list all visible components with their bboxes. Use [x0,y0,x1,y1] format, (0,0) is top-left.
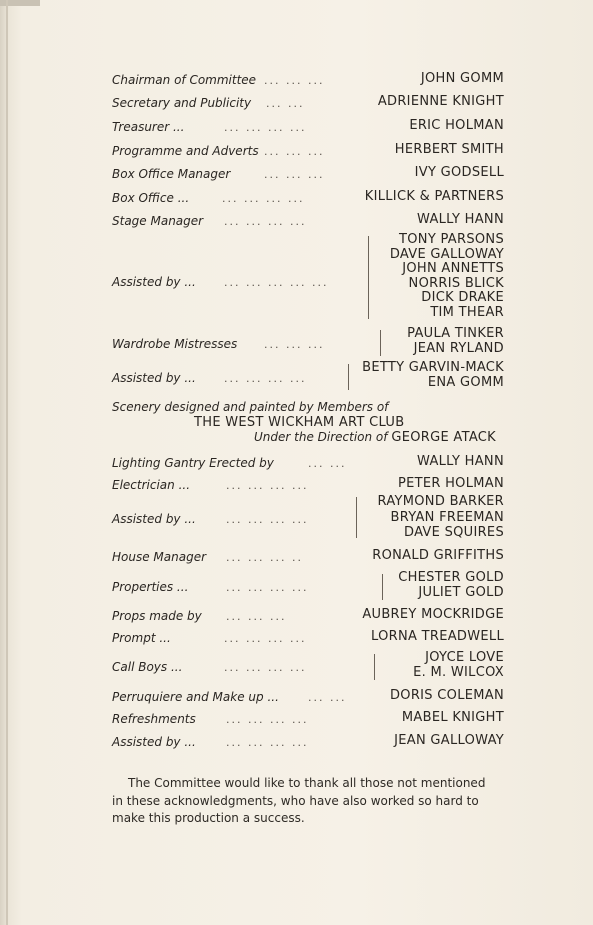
scenery-direction-label: Under the Direction of [254,430,388,444]
credit-role: Secretary and Publicity [112,96,252,110]
credit-dots: ... ... ... ... [224,632,307,645]
credit-name-list [390,233,504,321]
credit-row [112,71,504,89]
credit-name: BRYAN FREEMAN [390,509,504,525]
credit-dots: ... ... ... [264,74,325,87]
credit-name: DICK DRAKE [421,290,504,306]
credit-dots: ... ... ... ... [224,372,307,385]
brace [382,574,386,600]
credit-name: RONALD GRIFFITHS [372,548,504,563]
credit-role: Assisted by ... [112,371,196,385]
credit-name: TIM THEAR [430,304,504,320]
credit-name: JOHN ANNETTS [402,261,504,277]
thanks-line: make this production a success. [112,811,305,825]
credit-dots: ... ... ... [226,610,287,623]
scenery-credit [112,400,512,446]
credit-name: BETTY GARVIN-MACK [362,360,504,375]
credit-role: Box Office ... [112,191,190,205]
credit-role: Stage Manager [112,214,204,228]
credit-role: Properties ... [112,580,189,594]
thanks-paragraph [112,775,512,828]
credit-name: HERBERT SMITH [394,142,504,157]
page-crease [6,0,8,925]
credit-dots: ... ... ... ... [226,513,309,526]
credit-name: ENA GOMM [427,374,504,390]
credit-name-list [413,651,504,680]
credit-row [112,454,504,472]
credit-dots: ... ... ... ... [226,736,309,749]
credit-name: AUBREY MOCKRIDGE [362,607,504,622]
credit-row [112,476,504,494]
credit-row [112,688,504,706]
thanks-line: The Committee would like to thank all those not mentioned [128,776,486,790]
credit-row [112,212,504,230]
credit-role: Props made by [112,609,202,623]
credit-name: DAVE GALLOWAY [389,246,504,262]
credit-row [112,733,504,751]
credit-name: WALLY HANN [417,212,504,227]
credit-name: JEAN GALLOWAY [394,733,504,748]
credit-row [112,571,504,603]
credit-name: IVY GODSELL [414,165,504,180]
credit-name: ADRIENNE KNIGHT [377,94,504,109]
credit-role: Programme and Adverts [112,144,259,158]
credit-row [112,327,504,359]
credit-role: Assisted by ... [112,275,196,289]
credit-role: House Manager [112,550,207,564]
credit-name: DORIS COLEMAN [390,688,504,703]
credit-row [112,165,504,183]
credit-dots: ... ... ... [264,145,325,158]
credit-row [112,361,504,393]
credit-role: Prompt ... [112,631,171,645]
credit-role: Box Office Manager [112,167,231,181]
credit-row [112,142,504,160]
credit-role: Lighting Gantry Erected by [112,456,274,470]
credit-dots: ... ... ... [264,338,325,351]
credit-role: Assisted by ... [112,735,196,749]
credit-role: Electrician ... [112,478,191,492]
brace [356,497,360,538]
credit-dots: ... ... ... ... [226,581,309,594]
credit-row [112,710,504,728]
credit-row [112,651,504,683]
credit-name: RAYMOND BARKER [377,494,504,509]
credit-row [112,629,504,647]
credit-name: LORNA TREADWELL [371,629,504,644]
credit-row [112,189,504,207]
credit-name: TONY PARSONS [399,232,504,247]
brace [380,330,384,356]
credit-dots: ... ... ... ... [224,121,307,134]
credit-name: CHESTER GOLD [398,570,504,585]
credit-name-list [378,494,504,541]
credit-row [112,548,504,566]
scenery-director-line [254,430,496,445]
credit-name: JEAN RYLAND [413,340,504,356]
scenery-director: GEORGE ATACK [391,430,496,445]
credit-row [112,94,504,112]
credit-name-list [407,327,504,356]
brace [368,236,372,319]
credit-row [112,607,504,625]
credit-name: JULIET GOLD [418,584,504,600]
credit-dots: ... ... [266,97,305,110]
credit-name: WALLY HANN [417,454,504,469]
credit-dots: ... ... ... ... [224,661,307,674]
brace [348,364,352,390]
credit-name: JOHN GOMM [420,71,504,86]
credit-role: Treasurer ... [112,120,185,134]
credit-role: Call Boys ... [112,660,183,674]
credit-role: Refreshments [112,712,196,726]
credit-dots: ... ... ... ... ... [224,276,329,289]
credit-name: ERIC HOLMAN [409,118,504,133]
credit-name-list [362,361,504,390]
scenery-line: Scenery designed and painted by Members of [112,400,389,414]
credit-row [112,118,504,136]
credit-name: E. M. WILCOX [413,664,504,680]
credit-name: DAVE SQUIRES [403,525,504,540]
credit-name: MABEL KNIGHT [401,710,504,725]
credit-name: PAULA TINKER [407,326,504,341]
credit-name-list [398,571,504,600]
credit-dots: ... ... ... ... [226,479,309,492]
credit-role: Chairman of Committee [112,73,257,87]
credit-name: PETER HOLMAN [397,476,504,491]
thanks-line: in these acknowledgments, who have also worked so hard to [112,793,479,808]
credit-dots: ... ... ... ... [224,215,307,228]
credit-role: Wardrobe Mistresses [112,337,238,351]
credit-dots: ... ... ... [264,168,325,181]
credit-role: Perruquiere and Make up ... [112,690,279,704]
credit-dots: ... ... [308,691,347,704]
credit-role: Assisted by ... [112,512,196,526]
credit-dots: ... ... ... ... [226,713,309,726]
credit-name: KILLICK & PARTNERS [364,189,504,204]
credit-row [112,233,504,323]
credit-dots: ... ... ... ... [222,192,305,205]
credit-name: JOYCE LOVE [425,650,504,665]
credit-row [112,494,504,542]
brace [374,654,378,680]
credit-dots: ... ... ... .. [226,551,303,564]
credit-name: NORRIS BLICK [408,275,504,291]
credit-dots: ... ... [308,457,347,470]
scenery-club: THE WEST WICKHAM ART CLUB [194,415,405,430]
